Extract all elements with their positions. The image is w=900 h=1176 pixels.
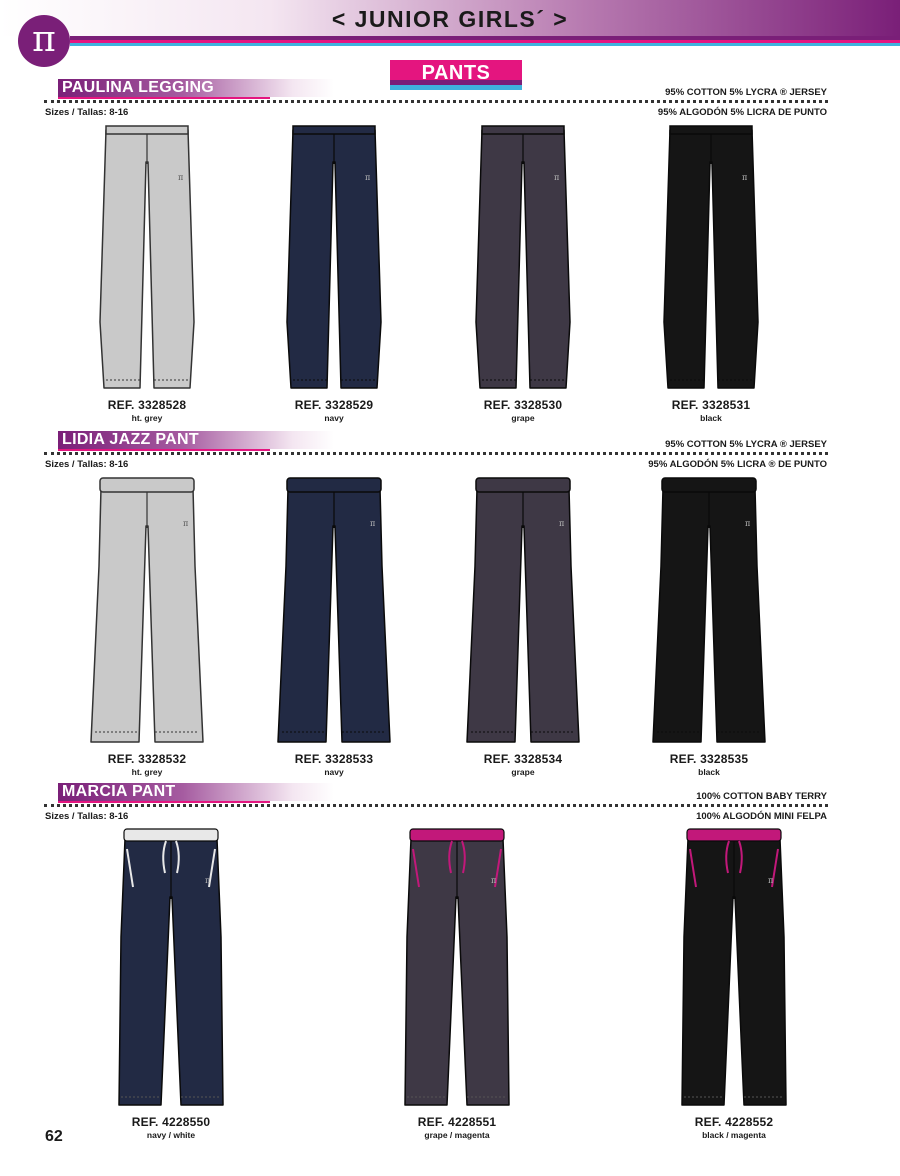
jazz-pant-illustration bbox=[87, 476, 207, 746]
waistband bbox=[287, 478, 381, 492]
fabric-en: 95% COTTON 5% LYCRA ® JERSEY bbox=[665, 439, 827, 450]
divider bbox=[44, 100, 828, 103]
product-color: grape / magenta bbox=[424, 1130, 490, 1140]
pi-logo-icon: π bbox=[559, 519, 565, 528]
pi-logo-icon: π bbox=[178, 173, 184, 182]
section-title: MARCIA PANT bbox=[62, 783, 176, 800]
product-card[interactable] bbox=[626, 122, 796, 423]
waistband bbox=[670, 126, 752, 134]
divider bbox=[44, 804, 828, 807]
jazz-pant-illustration bbox=[463, 476, 583, 746]
product-card[interactable] bbox=[624, 476, 794, 777]
waistband bbox=[100, 478, 194, 492]
product-card[interactable] bbox=[86, 827, 256, 1140]
product-ref: REF. 3328534 bbox=[483, 752, 563, 766]
legging-body bbox=[476, 130, 570, 388]
legging-illustration bbox=[92, 122, 202, 392]
product-card[interactable] bbox=[62, 476, 232, 777]
product-card[interactable] bbox=[649, 827, 819, 1140]
legging-body bbox=[287, 130, 381, 388]
waistband bbox=[410, 829, 504, 841]
pi-logo-icon: π bbox=[365, 173, 371, 182]
legging-body bbox=[100, 130, 194, 388]
pi-logo-icon: π bbox=[554, 173, 560, 182]
waistband bbox=[662, 478, 756, 492]
pi-logo-icon: π bbox=[491, 876, 497, 885]
product-card[interactable] bbox=[249, 476, 419, 777]
category-badge bbox=[390, 60, 522, 90]
product-color: navy bbox=[324, 767, 344, 777]
marcia-pant-illustration bbox=[397, 827, 517, 1109]
product-color: black bbox=[700, 413, 722, 423]
pi-logo-icon: π bbox=[768, 876, 774, 885]
product-ref: REF. 3328530 bbox=[483, 398, 563, 412]
fabric-en: 95% COTTON 5% LYCRA ® JERSEY bbox=[665, 87, 827, 98]
product-ref: REF. 4228550 bbox=[131, 1115, 211, 1129]
legging-illustration bbox=[468, 122, 578, 392]
page-number: 62 bbox=[45, 1128, 63, 1145]
pi-logo-icon: π bbox=[742, 173, 748, 182]
fabric-es: 95% ALGODÓN 5% LICRA ® DE PUNTO bbox=[648, 459, 827, 470]
header-stripe-blue bbox=[70, 43, 900, 46]
product-ref: REF. 4228552 bbox=[694, 1115, 774, 1129]
waistband bbox=[124, 829, 218, 841]
product-color: navy bbox=[324, 413, 344, 423]
product-card[interactable] bbox=[438, 122, 608, 423]
product-color: grape bbox=[511, 767, 535, 777]
product-card[interactable] bbox=[62, 122, 232, 423]
pi-logo-icon: π bbox=[183, 519, 189, 528]
legging-illustration bbox=[279, 122, 389, 392]
product-color: black / magenta bbox=[702, 1130, 766, 1140]
section-title: PAULINA LEGGING bbox=[62, 79, 215, 96]
product-ref: REF. 4228551 bbox=[417, 1115, 497, 1129]
pi-logo-icon: π bbox=[370, 519, 376, 528]
product-card[interactable] bbox=[249, 122, 419, 423]
page-title: < JUNIOR GIRLS´ > bbox=[331, 6, 569, 32]
product-color: grape bbox=[511, 413, 535, 423]
waistband bbox=[106, 126, 188, 134]
waistband bbox=[687, 829, 781, 841]
product-color: navy / white bbox=[146, 1130, 196, 1140]
product-ref: REF. 3328533 bbox=[294, 752, 374, 766]
jazz-pant-illustration bbox=[274, 476, 394, 746]
waistband bbox=[476, 478, 570, 492]
waistband bbox=[293, 126, 375, 134]
product-color: black bbox=[698, 767, 720, 777]
pi-logo-icon: π bbox=[18, 15, 70, 67]
fabric-en: 100% COTTON BABY TERRY bbox=[696, 791, 827, 802]
product-ref: REF. 3328532 bbox=[107, 752, 187, 766]
product-card[interactable] bbox=[438, 476, 608, 777]
marcia-pant-illustration bbox=[111, 827, 231, 1109]
legging-illustration bbox=[656, 122, 766, 392]
product-ref: REF. 3328531 bbox=[671, 398, 751, 412]
product-ref: REF. 3328529 bbox=[294, 398, 374, 412]
marcia-pant-illustration bbox=[674, 827, 794, 1109]
waistband bbox=[482, 126, 564, 134]
product-card[interactable] bbox=[372, 827, 542, 1140]
sizes-label: Sizes / Tallas: 8-16 bbox=[45, 811, 129, 822]
divider bbox=[44, 452, 828, 455]
category-label: PANTS bbox=[421, 62, 491, 84]
legging-body bbox=[664, 130, 758, 388]
fabric-es: 100% ALGODÓN MINI FELPA bbox=[696, 811, 827, 822]
jazz-pant-illustration bbox=[649, 476, 769, 746]
product-color: ht. grey bbox=[131, 413, 163, 423]
product-ref: REF. 3328535 bbox=[669, 752, 749, 766]
pi-logo-icon: π bbox=[205, 876, 211, 885]
product-ref: REF. 3328528 bbox=[107, 398, 187, 412]
section-title: LIDIA JAZZ PANT bbox=[62, 431, 199, 448]
pi-logo-icon: π bbox=[745, 519, 751, 528]
fabric-es: 95% ALGODÓN 5% LICRA DE PUNTO bbox=[657, 107, 827, 118]
product-color: ht. grey bbox=[131, 767, 163, 777]
sizes-label: Sizes / Tallas: 8-16 bbox=[45, 459, 129, 470]
sizes-label: Sizes / Tallas: 8-16 bbox=[45, 107, 129, 118]
